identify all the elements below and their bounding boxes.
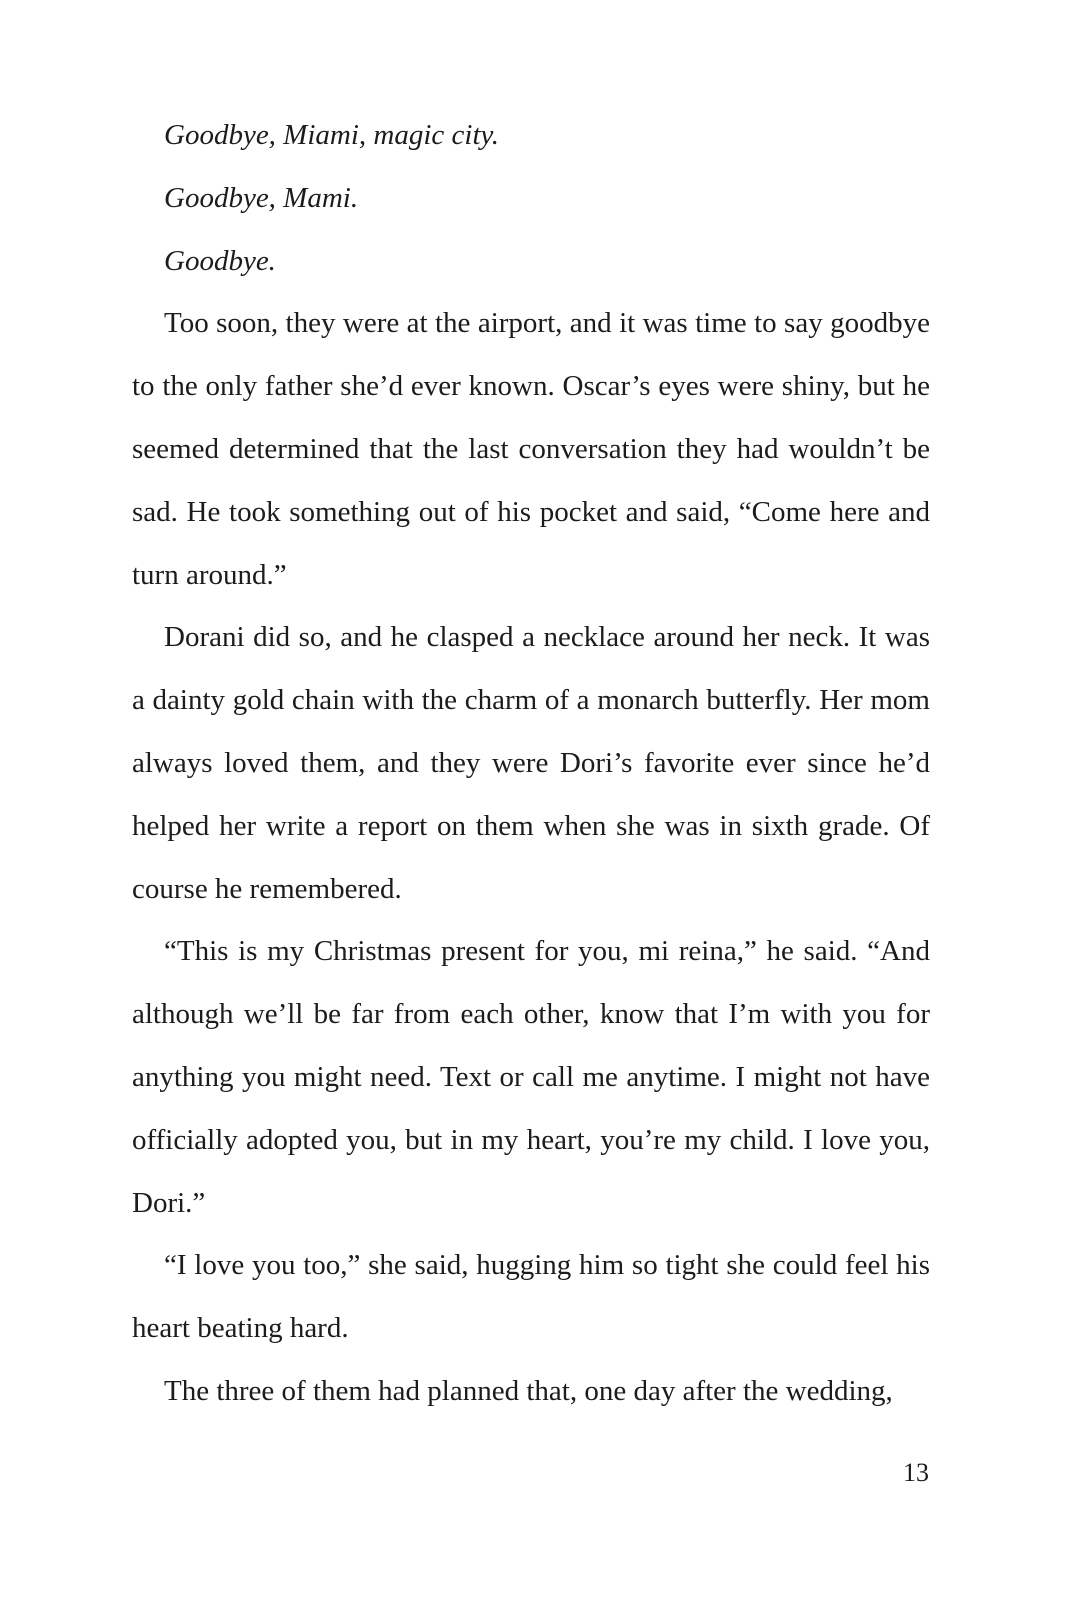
italic-line-goodbye: Goodbye.	[164, 244, 276, 277]
italic-line-goodbye-miami: Goodbye, Miami, magic city.	[164, 119, 500, 151]
paragraph-christmas-present: “This is my Christmas present for you, mi reina,” he said. “And although we’ll be far from each other, know that I’m with you for anything you might need. Text or call me anytime. I might not have officially adopted you, but in my heart, you’re my child. I love you, Dori.”	[132, 935, 930, 1219]
body-text	[132, 104, 930, 1423]
paragraph-necklace: Dorani did so, and he clasped a necklace around her neck. It was a dainty gold chain with the charm of a monarch butterfly. Her mom always loved them, and they were Dori’s favorite ever since he’d helped her write a report on them when she was in sixth grade. Of course he remembered.	[132, 621, 930, 905]
italic-line-goodbye-mami: Goodbye, Mami.	[164, 181, 359, 214]
paragraph-airport: Too soon, they were at the airport, and it was time to say goodbye to the only father she’d ever known. Oscar’s eyes were shiny, but he seemed determined that the last conversation they had wouldn’t be sad. He took something out of his pocket and said, “Come here and turn around.”	[132, 307, 930, 591]
paragraph-three-of-them: The three of them had planned that, one day after the wedding,	[164, 1374, 893, 1407]
page-number: 13	[903, 1458, 929, 1487]
paragraph-love-you-too: “I love you too,” she said, hugging him so tight she could feel his heart beating hard.	[132, 1249, 930, 1345]
